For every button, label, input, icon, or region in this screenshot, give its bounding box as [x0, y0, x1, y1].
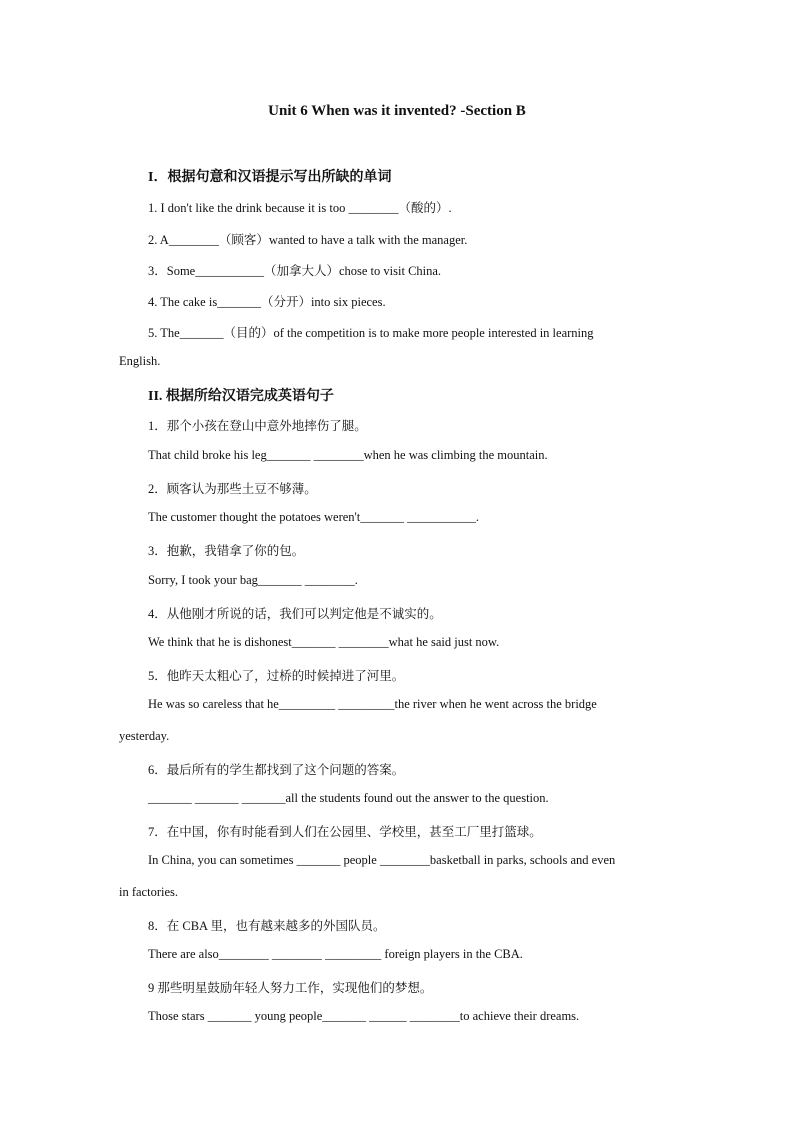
- chinese-prompt: 5．他昨天太粗心了，过桥的时候掉进了河里。: [148, 669, 405, 683]
- english-sentence: We think that he is dishonest_______ ________what he said just now.: [148, 635, 500, 649]
- chinese-prompt: 9 那些明星鼓励年轻人努力工作，实现他们的梦想。: [148, 981, 433, 995]
- section-heading-2: II. 根据所给汉语完成英语句子: [148, 389, 334, 404]
- chinese-prompt: 3．抱歉，我错拿了你的包。: [148, 544, 305, 558]
- exercise-line: 2. A________（顾客）wanted to have a talk with the manager.: [148, 233, 468, 247]
- exercise-line: 1. I don't like the drink because it is too ________（酸的）.: [148, 201, 452, 215]
- exercise-line-continued: English.: [119, 354, 161, 368]
- section-heading-1: I．根据句意和汉语提示写出所缺的单词: [148, 170, 392, 185]
- exercise-line: 4. The cake is_______（分开）into six pieces.: [148, 295, 386, 309]
- chinese-prompt: 8．在 CBA 里，也有越来越多的外国队员。: [148, 919, 386, 933]
- english-sentence: The customer thought the potatoes weren't_______ ___________.: [148, 510, 480, 524]
- english-sentence: There are also________ ________ _________ foreign players in the CBA.: [148, 947, 523, 961]
- english-sentence-continued: yesterday.: [119, 729, 170, 743]
- chinese-prompt: 2．顾客认为那些土豆不够薄。: [148, 482, 317, 496]
- english-sentence-continued: in factories.: [119, 885, 179, 899]
- chinese-prompt: 1．那个小孩在登山中意外地摔伤了腿。: [148, 419, 367, 433]
- english-sentence: That child broke his leg_______ ________when he was climbing the mountain.: [148, 448, 548, 462]
- document-title: Unit 6 When was it invented? -Section B: [268, 103, 526, 119]
- english-sentence: In China, you can sometimes _______ people ________basketball in parks, schools and even: [148, 853, 616, 867]
- exercise-line: 3．Some___________（加拿大人）chose to visit China.: [148, 264, 442, 278]
- exercise-line: 5. The_______（目的）of the competition is to make more people interested in learning: [148, 326, 594, 340]
- english-sentence: He was so careless that he_________ _________the river when he went across the bridge: [148, 697, 597, 711]
- english-sentence: Sorry, I took your bag_______ ________.: [148, 573, 358, 587]
- chinese-prompt: 7．在中国，你有时能看到人们在公园里、学校里，甚至工厂里打篮球。: [148, 825, 542, 839]
- chinese-prompt: 4．从他刚才所说的话，我们可以判定他是不诚实的。: [148, 607, 442, 621]
- english-sentence: Those stars _______ young people_______ ______ ________to achieve their dreams.: [148, 1009, 580, 1023]
- english-sentence: _______ _______ _______all the students found out the answer to the question.: [148, 791, 549, 805]
- chinese-prompt: 6．最后所有的学生都找到了这个问题的答案。: [148, 763, 405, 777]
